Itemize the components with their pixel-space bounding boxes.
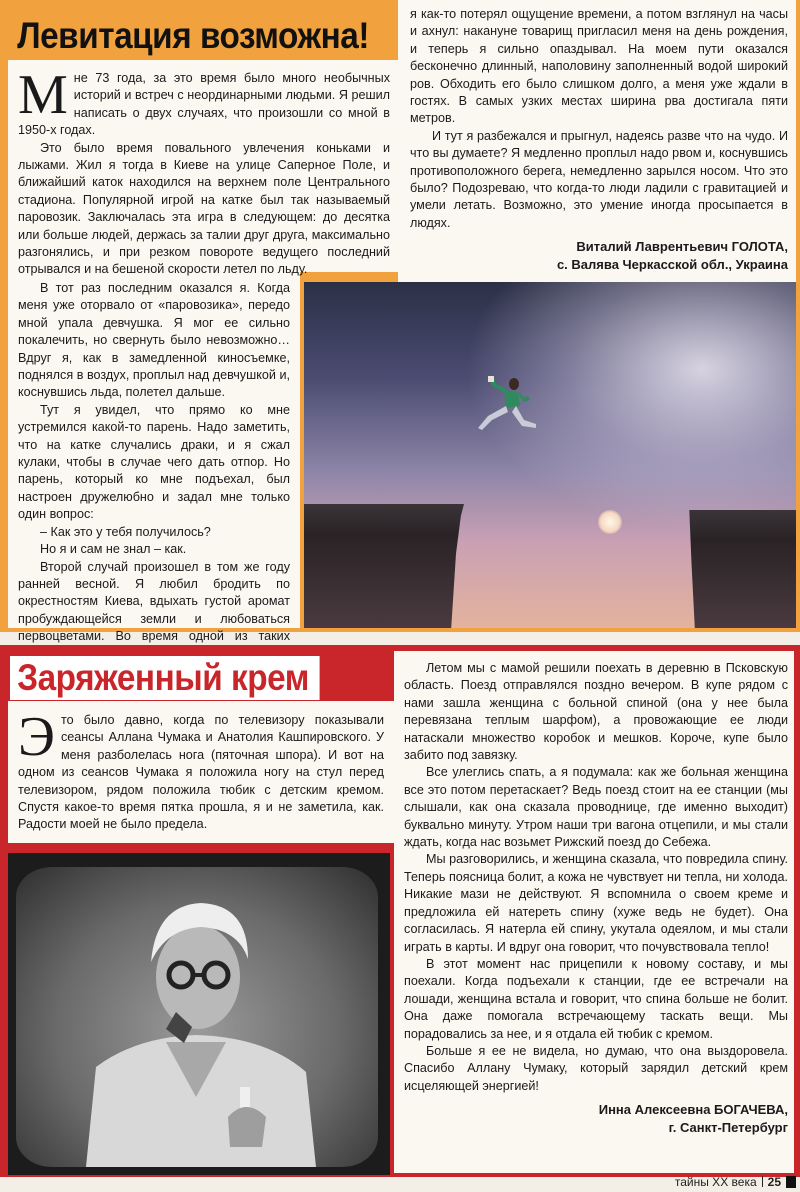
author-location: г. Санкт-Петербург <box>668 1120 788 1136</box>
article2-left-column <box>18 706 384 834</box>
article1-paragraph-9: И тут я разбежался и прыгнул, надеясь разве что на чудо. И что вы думаете? Я медленно проплыл надо рвом и, коснувшись противоположного берега, немедленно зарылся носом. Что это было? Подозреваю, что когда-то люди ладили с гравитацией и умели летать. Возможно, это умение иногда просыпается в людях. <box>410 128 788 230</box>
article1-paragraph-4: Тут я увидел, что прямо ко мне устремился какой-то парень. Надо заметить, что на катке случались драки, и я сжал кулаки, чтобы в случае чего дать отпор. Но парень, который ко мне подъехал, был настроен дружелюбно и задал мне только один вопрос: <box>18 402 290 522</box>
cliff-right <box>686 510 796 628</box>
article1-paragraph-7: Второй случай произошел в том же году ранней весной. Я любил бродить по окрестностям Киева, вдыхать густой аромат пробуждающейся земли и любоваться первоцветами. Во время одной из таких <box>18 559 290 644</box>
dropcap: М <box>18 64 68 126</box>
author-name: Инна Алексеевна БОГАЧЕВА, <box>598 1102 788 1118</box>
page-marker <box>786 1176 796 1188</box>
article1-narrow-column <box>18 280 290 663</box>
footer-separator <box>762 1176 763 1187</box>
article1-paragraph-2: Это было время повального увлечения коньками и лыжами. Жил я тогда в Киеве на улице Саперное Поле, и ближайший каток находился на верхнем поле Центрального стадиона. Популярной игрой на катке был так называемый паровозик. Заключалась эта игра в следующем: до десятка или больше людей, держась за талии друг друга, максимально разгонялись, и при резком повороте ведущего последний отрывался и на бешеной скорости летел по льду. <box>18 140 390 277</box>
article2-title: Заряженный крем <box>10 656 320 700</box>
article1-paragraph-1: Мне 73 года, за это время было много необычных историй и встреч с неординарными людьми. Я решил написать о двух случаях, что произошли со мной в 1950-х годах. <box>18 64 390 138</box>
article1-signature <box>410 238 788 274</box>
article2-paragraph-6: Больше я ее не видела, но думаю, что она выздоровела. Спасибо Аллану Чумаку, который зарядил детский крем исцеляющей энергией! <box>404 1043 788 1093</box>
article1-left-column <box>18 64 390 279</box>
article1-paragraph-3: В тот раз последним оказался я. Когда меня уже оторвало от «паровозика», передо мной упала девчушка. Я мог ее сильно покалечить, но свернуть было невозможно… Вдруг я, как в замедленной киносъемке, поднялся в воздух, проплыл над девчушкой и, коснувшись льда, полетел дальше. <box>18 281 290 400</box>
tv-screen <box>16 867 378 1167</box>
article2-paragraph-3: Все улеглись спать, а я подумала: как же больная женщина все это потом перетаскает? Ведь поезд стоит на ее станции (мы слышали, как она сказала проводнице, где именно выходит) буквально минуту. Утром наши три вагона отцепили, и мы стали ждать, когда нас возьмет Рижский поезд до Себежа. <box>404 765 788 850</box>
sun-glow <box>598 510 622 534</box>
article2-signature <box>404 1101 788 1137</box>
article1-title: Левитация возможна! <box>17 15 370 56</box>
article2-right-column <box>404 660 788 1137</box>
cliff-left <box>304 504 464 628</box>
article2-paragraph-4: Мы разговорились, и женщина сказала, что повредила спину. Теперь поясница болит, а кожа не чувствует ни тепла, ни холода. Никакие мази не действуют. Я вспомнила о своем креме и предложила ей натереть спину (хуже ведь не будет). Она согласилась. Я натерла ей спину, укутала одеялом, и мы стали играть в карты. И вдруг она говорит, что почувствовала тепло! <box>404 852 788 954</box>
article2-paragraph-2: Летом мы с мамой решили поехать в деревню в Псковскую область. Поезд отправлялся поздно вечером. В купе рядом с нами зашла женщина с больной спиной (она у нее была перевязана теплым шарфом), а провожающие ее люди натаскали множество коробок и мешков. Короче, купе было забито под завязку. <box>404 661 788 763</box>
page-footer <box>675 1174 796 1190</box>
levitation-illustration <box>304 282 796 628</box>
dropcap: Э <box>18 706 55 768</box>
page-number: 25 <box>767 1175 781 1189</box>
article1-paragraph-5: – Как это у тебя получилось? <box>40 524 211 539</box>
magazine-name: тайны XX века <box>674 1175 757 1189</box>
tv-screen-photo <box>8 853 390 1175</box>
author-name: Виталий Лаврентьевич ГОЛОТА, <box>576 239 788 255</box>
jumping-man-figure <box>474 372 544 442</box>
article2-paragraph-1: Это было давно, когда по телевизору показывали сеансы Аллана Чумака и Анатолия Кашпировского. У меня разболелась нога (пяточная шпора). И вот на одном из сеансов Чумака я положила ногу на стул перед телевизором, рядом положила тюбик с детским кремом. Спустя какое-то время пятка прошла, я и не заметила, как. Радости моей не было предела. <box>18 706 384 832</box>
author-location: с. Валява Черкасской обл., Украина <box>556 257 788 273</box>
article2-paragraph-5: В этот момент нас прицепили к новому составу, и мы поехали. Когда подъехали к станции, где ее встречали на лошади, женщина встала и говорит, что спина больше не болит. Она даже помогала встречающему таскать вещи. Мы порадовались за нее, и я отдала ей тюбик с кремом. <box>404 956 788 1041</box>
article1-right-column <box>410 6 788 274</box>
article1-paragraph-8: я как-то потерял ощущение времени, а потом взглянул на часы и ахнул: накануне товарищ пригласил меня на день рождения, и теперь я сильно опаздывал. На моем пути оказался бесконечно длинный, наполовину заполненный водой широкий ров. Обходить его было слишком долго, а меня уже ждали в гостях. В самых узких местах ширина рва достигала пяти метров. <box>410 7 788 126</box>
man-on-tv-figure <box>16 867 378 1167</box>
article1-paragraph-6: Но я и сам не знал – как. <box>40 542 187 557</box>
